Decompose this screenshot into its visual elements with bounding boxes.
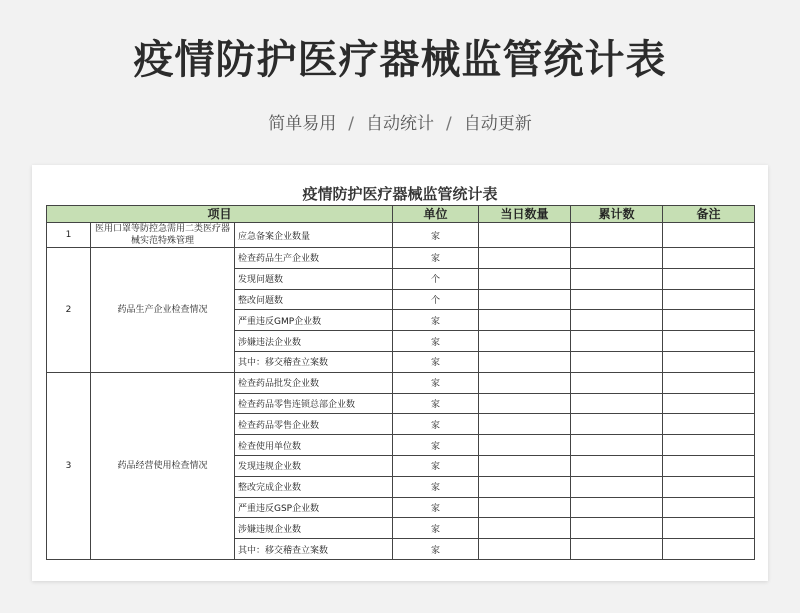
- today-cell[interactable]: [479, 414, 571, 435]
- unit-cell: 家: [393, 351, 479, 372]
- remark-cell[interactable]: [663, 372, 755, 393]
- unit-cell: 家: [393, 518, 479, 539]
- item-cell: 应急备案企业数量: [235, 223, 393, 248]
- unit-cell: 家: [393, 497, 479, 518]
- item-cell: 发现违规企业数: [235, 455, 393, 476]
- spreadsheet-paper: [32, 165, 768, 581]
- item-cell: 检查药品生产企业数: [235, 248, 393, 269]
- cumulative-cell[interactable]: [571, 268, 663, 289]
- unit-cell: 家: [393, 223, 479, 248]
- remark-cell[interactable]: [663, 455, 755, 476]
- unit-cell: 家: [393, 393, 479, 414]
- subtitle-auto-stats: 自动统计: [366, 114, 434, 134]
- table-body: [47, 223, 755, 560]
- statistics-table: [46, 205, 755, 560]
- today-cell[interactable]: [479, 331, 571, 352]
- category-cell: 药品经营使用检查情况: [91, 372, 235, 559]
- page-title: 疫情防护医疗器械监管统计表: [133, 37, 667, 83]
- cumulative-cell[interactable]: [571, 476, 663, 497]
- cumulative-cell[interactable]: [571, 414, 663, 435]
- cumulative-cell[interactable]: [571, 518, 663, 539]
- unit-cell: 家: [393, 414, 479, 435]
- remark-cell[interactable]: [663, 351, 755, 372]
- header-today: 当日数量: [479, 206, 571, 223]
- row-number: 2: [47, 248, 91, 373]
- subtitle-auto-update: 自动更新: [463, 114, 532, 134]
- cumulative-cell[interactable]: [571, 497, 663, 518]
- unit-cell: 家: [393, 435, 479, 456]
- remark-cell[interactable]: [663, 331, 755, 352]
- remark-cell[interactable]: [663, 310, 755, 331]
- subtitle-separator: /: [348, 114, 354, 134]
- remark-cell[interactable]: [663, 435, 755, 456]
- today-cell[interactable]: [479, 518, 571, 539]
- item-cell: 严重违反GSP企业数: [235, 497, 393, 518]
- remark-cell[interactable]: [663, 289, 755, 310]
- category-cell: 医用口罩等防控急需用二类医疗器械实范特殊管理: [91, 223, 235, 248]
- cumulative-cell[interactable]: [571, 310, 663, 331]
- unit-cell: 家: [393, 455, 479, 476]
- remark-cell[interactable]: [663, 497, 755, 518]
- row-number: 1: [47, 223, 91, 248]
- unit-cell: 家: [393, 539, 479, 560]
- today-cell[interactable]: [479, 372, 571, 393]
- item-cell: 检查药品批发企业数: [235, 372, 393, 393]
- today-cell[interactable]: [479, 289, 571, 310]
- today-cell[interactable]: [479, 268, 571, 289]
- header-cumulative: 累计数: [571, 206, 663, 223]
- cumulative-cell[interactable]: [571, 223, 663, 248]
- category-cell: 药品生产企业检查情况: [91, 248, 235, 373]
- header-item: 项目: [47, 206, 393, 223]
- today-cell[interactable]: [479, 435, 571, 456]
- header-remark: 备注: [663, 206, 755, 223]
- today-cell[interactable]: [479, 248, 571, 269]
- header-unit: 单位: [393, 206, 479, 223]
- today-cell[interactable]: [479, 310, 571, 331]
- cumulative-cell[interactable]: [571, 455, 663, 476]
- item-cell: 涉嫌违法企业数: [235, 331, 393, 352]
- item-cell: 发现问题数: [235, 268, 393, 289]
- remark-cell[interactable]: [663, 393, 755, 414]
- today-cell[interactable]: [479, 223, 571, 248]
- item-cell: 检查药品零售连锁总部企业数: [235, 393, 393, 414]
- unit-cell: 家: [393, 372, 479, 393]
- row-number: 3: [47, 372, 91, 559]
- remark-cell[interactable]: [663, 248, 755, 269]
- remark-cell[interactable]: [663, 518, 755, 539]
- subtitle: [0, 112, 800, 136]
- cumulative-cell[interactable]: [571, 331, 663, 352]
- cumulative-cell[interactable]: [571, 435, 663, 456]
- remark-cell[interactable]: [663, 539, 755, 560]
- today-cell[interactable]: [479, 351, 571, 372]
- item-cell: 其中：移交稽查立案数: [235, 351, 393, 372]
- subtitle-separator: /: [446, 114, 452, 134]
- item-cell: 严重违反GMP企业数: [235, 310, 393, 331]
- item-cell: 涉嫌违规企业数: [235, 518, 393, 539]
- table-row: [47, 248, 755, 269]
- today-cell[interactable]: [479, 455, 571, 476]
- item-cell: 检查使用单位数: [235, 435, 393, 456]
- unit-cell: 家: [393, 331, 479, 352]
- today-cell[interactable]: [479, 476, 571, 497]
- unit-cell: 家: [393, 310, 479, 331]
- unit-cell: 个: [393, 289, 479, 310]
- remark-cell[interactable]: [663, 476, 755, 497]
- item-cell: 整改问题数: [235, 289, 393, 310]
- cumulative-cell[interactable]: [571, 248, 663, 269]
- sheet-title: 疫情防护医疗器械监管统计表: [302, 185, 498, 203]
- table-row: [47, 223, 755, 248]
- header-row: [47, 206, 755, 223]
- cumulative-cell[interactable]: [571, 289, 663, 310]
- cumulative-cell[interactable]: [571, 351, 663, 372]
- subtitle-easy: 简单易用: [268, 114, 337, 134]
- item-cell: 其中：移交稽查立案数: [235, 539, 393, 560]
- today-cell[interactable]: [479, 539, 571, 560]
- remark-cell[interactable]: [663, 414, 755, 435]
- unit-cell: 个: [393, 268, 479, 289]
- item-cell: 检查药品零售企业数: [235, 414, 393, 435]
- today-cell[interactable]: [479, 497, 571, 518]
- table-row: [47, 372, 755, 393]
- cumulative-cell[interactable]: [571, 539, 663, 560]
- unit-cell: 家: [393, 248, 479, 269]
- today-cell[interactable]: [479, 393, 571, 414]
- item-cell: 整改完成企业数: [235, 476, 393, 497]
- remark-cell[interactable]: [663, 223, 755, 248]
- cumulative-cell[interactable]: [571, 393, 663, 414]
- remark-cell[interactable]: [663, 268, 755, 289]
- cumulative-cell[interactable]: [571, 372, 663, 393]
- unit-cell: 家: [393, 476, 479, 497]
